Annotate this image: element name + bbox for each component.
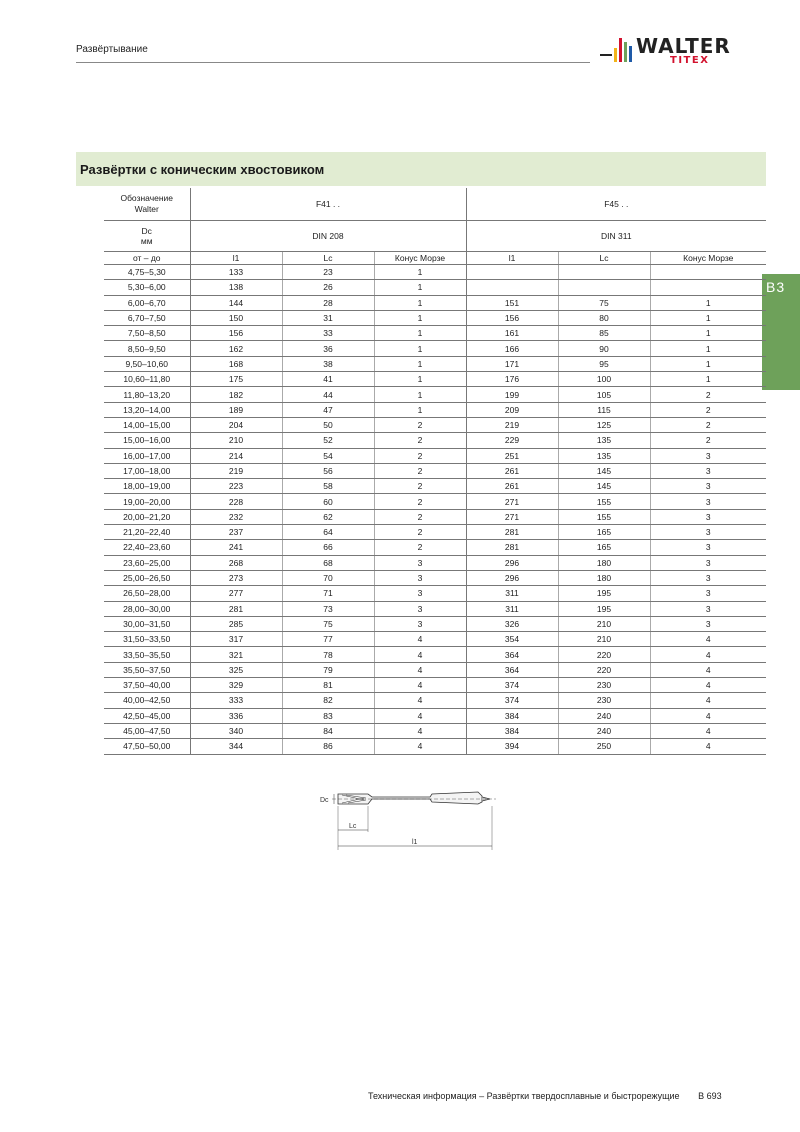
cell-g2-lc: 220: [558, 647, 650, 662]
cell-range: 13,20–14,00: [104, 402, 190, 417]
cell-g2-taper: 3: [650, 525, 766, 540]
cell-range: 45,00–47,50: [104, 723, 190, 738]
cell-g2-lc: 80: [558, 310, 650, 325]
table-row: [104, 265, 766, 280]
section-title: Развёртки с коническим хвостовиком: [80, 162, 325, 177]
cell-g2-taper: 2: [650, 387, 766, 402]
cell-range: 28,00–30,00: [104, 601, 190, 616]
cell-g2-l1: 296: [466, 570, 558, 585]
cell-g1-lc: 47: [282, 402, 374, 417]
cell-g1-taper: 2: [374, 509, 466, 524]
cell-g1-lc: 62: [282, 509, 374, 524]
table-row: [104, 739, 766, 754]
chapter-tab-label: B3: [766, 279, 786, 295]
cell-g2-l1: 374: [466, 693, 558, 708]
logo-bars-icon: [600, 34, 636, 70]
cell-g2-lc: [558, 265, 650, 280]
cell-g2-l1: 156: [466, 310, 558, 325]
cell-range: 26,50–28,00: [104, 586, 190, 601]
table-row: [104, 463, 766, 478]
cell-g2-taper: 3: [650, 540, 766, 555]
cell-range: 15,00–16,00: [104, 433, 190, 448]
cell-g1-l1: 150: [190, 310, 282, 325]
cell-g2-taper: 3: [650, 448, 766, 463]
cell-g2-taper: 4: [650, 632, 766, 647]
cell-g1-lc: 56: [282, 463, 374, 478]
cell-g1-l1: 214: [190, 448, 282, 463]
table-row: [104, 280, 766, 295]
cell-g2-l1: 271: [466, 509, 558, 524]
table-row: [104, 356, 766, 371]
group2-standard: DIN 311: [466, 221, 766, 252]
cell-g1-l1: 237: [190, 525, 282, 540]
cell-g2-l1: [466, 280, 558, 295]
cell-g1-taper: 4: [374, 693, 466, 708]
cell-g1-l1: 285: [190, 616, 282, 631]
cell-g1-taper: 2: [374, 463, 466, 478]
table-row: [104, 341, 766, 356]
cell-range: 35,50–37,50: [104, 662, 190, 677]
cell-range: 7,50–8,50: [104, 326, 190, 341]
table-row: [104, 601, 766, 616]
cell-g2-taper: 4: [650, 678, 766, 693]
header-row-columns: [104, 252, 766, 265]
cell-g1-taper: 4: [374, 708, 466, 723]
cell-g1-l1: 182: [190, 387, 282, 402]
col-g1-taper: Конус Морзе: [374, 252, 466, 265]
cell-g2-lc: [558, 280, 650, 295]
cell-g1-l1: 133: [190, 265, 282, 280]
cell-g2-lc: 145: [558, 479, 650, 494]
cell-g1-lc: 86: [282, 739, 374, 754]
cell-g1-l1: 281: [190, 601, 282, 616]
cell-g1-l1: 232: [190, 509, 282, 524]
cell-g1-lc: 83: [282, 708, 374, 723]
col-designation: Обозначение Walter: [104, 188, 190, 221]
cell-g2-l1: 271: [466, 494, 558, 509]
cell-g1-lc: 68: [282, 555, 374, 570]
cell-g1-l1: 219: [190, 463, 282, 478]
cell-g1-lc: 31: [282, 310, 374, 325]
cell-g2-taper: 1: [650, 295, 766, 310]
cell-g2-l1: 261: [466, 463, 558, 478]
header-rule: [76, 62, 590, 63]
cell-g1-taper: 3: [374, 586, 466, 601]
cell-range: 6,00–6,70: [104, 295, 190, 310]
cell-g2-lc: 125: [558, 417, 650, 432]
table-row: [104, 570, 766, 585]
cell-g1-taper: 2: [374, 525, 466, 540]
col-dc: [104, 221, 190, 252]
cell-g2-taper: 2: [650, 417, 766, 432]
header-row-designation: [104, 188, 766, 221]
cell-g1-l1: 268: [190, 555, 282, 570]
cell-g2-taper: 1: [650, 372, 766, 387]
cell-g1-taper: 1: [374, 295, 466, 310]
table-row: [104, 402, 766, 417]
cell-g2-lc: 165: [558, 525, 650, 540]
diagram-dc-label: Dc: [320, 797, 329, 804]
cell-g1-l1: 241: [190, 540, 282, 555]
table-row: [104, 586, 766, 601]
cell-range: 30,00–31,50: [104, 616, 190, 631]
table-row: [104, 708, 766, 723]
cell-g2-taper: 3: [650, 586, 766, 601]
cell-g1-l1: 273: [190, 570, 282, 585]
cell-g1-taper: 2: [374, 448, 466, 463]
dc-unit: мм: [140, 236, 153, 246]
cell-range: 25,00–26,50: [104, 570, 190, 585]
cell-g1-lc: 66: [282, 540, 374, 555]
cell-g1-lc: 64: [282, 525, 374, 540]
cell-g2-lc: 195: [558, 586, 650, 601]
table-row: [104, 540, 766, 555]
diagram-lc-label: Lc: [349, 823, 357, 830]
cell-g1-lc: 44: [282, 387, 374, 402]
cell-g1-lc: 50: [282, 417, 374, 432]
cell-g2-lc: 210: [558, 616, 650, 631]
cell-g2-l1: 209: [466, 402, 558, 417]
cell-g1-taper: 3: [374, 601, 466, 616]
table-row: [104, 387, 766, 402]
logo-sub: TITEX: [670, 55, 710, 66]
cell-g1-l1: 156: [190, 326, 282, 341]
cell-range: 37,50–40,00: [104, 678, 190, 693]
cell-g2-l1: 219: [466, 417, 558, 432]
cell-g1-taper: 1: [374, 326, 466, 341]
cell-g2-l1: 166: [466, 341, 558, 356]
cell-g1-taper: 3: [374, 570, 466, 585]
table-row: [104, 326, 766, 341]
cell-g2-lc: 155: [558, 494, 650, 509]
cell-g2-lc: 85: [558, 326, 650, 341]
cell-g2-l1: 281: [466, 540, 558, 555]
cell-g2-l1: 384: [466, 723, 558, 738]
table-row: [104, 723, 766, 738]
cell-g2-taper: 3: [650, 570, 766, 585]
col-range: от – до: [104, 252, 190, 265]
cell-g1-lc: 82: [282, 693, 374, 708]
table-row: [104, 525, 766, 540]
cell-g2-l1: 199: [466, 387, 558, 402]
cell-g2-lc: 145: [558, 463, 650, 478]
cell-g2-taper: 3: [650, 509, 766, 524]
cell-g2-lc: 100: [558, 372, 650, 387]
table-row: [104, 479, 766, 494]
table-row: [104, 433, 766, 448]
logo-brand: WALTER: [636, 34, 731, 58]
cell-g1-lc: 41: [282, 372, 374, 387]
cell-range: 5,30–6,00: [104, 280, 190, 295]
cell-g2-l1: 161: [466, 326, 558, 341]
page-number: B 693: [698, 1091, 722, 1101]
cell-g1-lc: 73: [282, 601, 374, 616]
reamer-diagram: [316, 780, 500, 852]
cell-g2-lc: 105: [558, 387, 650, 402]
cell-g2-taper: [650, 280, 766, 295]
cell-g2-taper: 4: [650, 662, 766, 677]
cell-range: 20,00–21,20: [104, 509, 190, 524]
cell-g1-taper: 1: [374, 356, 466, 371]
cell-g1-l1: 340: [190, 723, 282, 738]
cell-g1-l1: 228: [190, 494, 282, 509]
footer-text: Техническая информация – Развёртки твердосплавные и быстрорежущие: [368, 1091, 680, 1101]
cell-g2-l1: 354: [466, 632, 558, 647]
cell-g2-lc: 195: [558, 601, 650, 616]
cell-range: 19,00–20,00: [104, 494, 190, 509]
cell-g1-lc: 23: [282, 265, 374, 280]
cell-g2-lc: 240: [558, 708, 650, 723]
cell-g2-lc: 220: [558, 662, 650, 677]
cell-g2-l1: 311: [466, 601, 558, 616]
cell-g2-taper: 1: [650, 326, 766, 341]
cell-g2-taper: 4: [650, 647, 766, 662]
group1-standard: DIN 208: [190, 221, 466, 252]
cell-g1-taper: 3: [374, 616, 466, 631]
table-body: [104, 265, 766, 755]
cell-range: 21,20–22,40: [104, 525, 190, 540]
cell-g2-lc: 250: [558, 739, 650, 754]
table-row: [104, 295, 766, 310]
cell-g2-l1: [466, 265, 558, 280]
cell-range: 23,60–25,00: [104, 555, 190, 570]
cell-g1-lc: 58: [282, 479, 374, 494]
cell-g2-lc: 180: [558, 555, 650, 570]
cell-g1-lc: 36: [282, 341, 374, 356]
table-row: [104, 647, 766, 662]
cell-g1-taper: 4: [374, 647, 466, 662]
table-row: [104, 372, 766, 387]
cell-g2-taper: 3: [650, 463, 766, 478]
cell-g2-l1: 251: [466, 448, 558, 463]
cell-g2-l1: 394: [466, 739, 558, 754]
cell-g1-lc: 60: [282, 494, 374, 509]
cell-g2-l1: 364: [466, 647, 558, 662]
header-row-standard: [104, 221, 766, 252]
cell-g2-l1: 384: [466, 708, 558, 723]
cell-g1-lc: 33: [282, 326, 374, 341]
cell-g1-l1: 189: [190, 402, 282, 417]
cell-g2-taper: 2: [650, 433, 766, 448]
cell-g2-taper: [650, 265, 766, 280]
cell-g2-lc: 155: [558, 509, 650, 524]
cell-g1-lc: 75: [282, 616, 374, 631]
cell-g1-taper: 1: [374, 402, 466, 417]
cell-range: 31,50–33,50: [104, 632, 190, 647]
cell-g1-l1: 336: [190, 708, 282, 723]
cell-g1-taper: 4: [374, 632, 466, 647]
cell-g2-l1: 374: [466, 678, 558, 693]
cell-g1-taper: 1: [374, 280, 466, 295]
cell-g2-taper: 1: [650, 310, 766, 325]
cell-g1-lc: 54: [282, 448, 374, 463]
col-g2-l1: l1: [466, 252, 558, 265]
cell-g2-taper: 3: [650, 555, 766, 570]
cell-g2-l1: 311: [466, 586, 558, 601]
cell-g1-l1: 329: [190, 678, 282, 693]
cell-range: 22,40–23,60: [104, 540, 190, 555]
cell-g2-lc: 230: [558, 693, 650, 708]
cell-g2-l1: 364: [466, 662, 558, 677]
table-row: [104, 662, 766, 677]
cell-g2-taper: 3: [650, 601, 766, 616]
cell-g1-lc: 79: [282, 662, 374, 677]
cell-g2-lc: 240: [558, 723, 650, 738]
cell-g2-l1: 296: [466, 555, 558, 570]
cell-range: 4,75–5,30: [104, 265, 190, 280]
table-row: [104, 509, 766, 524]
cell-g2-taper: 4: [650, 739, 766, 754]
cell-g2-taper: 1: [650, 356, 766, 371]
group1-code: F41 . .: [190, 188, 466, 221]
cell-g2-lc: 90: [558, 341, 650, 356]
cell-g1-taper: 1: [374, 265, 466, 280]
walter-titex-logo: [600, 34, 745, 70]
page-footer: [368, 1091, 722, 1101]
cell-g1-l1: 175: [190, 372, 282, 387]
cell-g1-taper: 4: [374, 739, 466, 754]
cell-g1-taper: 2: [374, 479, 466, 494]
cell-range: 6,70–7,50: [104, 310, 190, 325]
cell-range: 8,50–9,50: [104, 341, 190, 356]
cell-g2-l1: 176: [466, 372, 558, 387]
cell-g2-lc: 230: [558, 678, 650, 693]
table-row: [104, 310, 766, 325]
diagram-l1-label: l1: [412, 839, 418, 846]
cell-g1-l1: 204: [190, 417, 282, 432]
cell-g1-l1: 333: [190, 693, 282, 708]
page-header-title: Развёртывание: [76, 44, 148, 55]
cell-g2-taper: 4: [650, 693, 766, 708]
group2-code: F45 . .: [466, 188, 766, 221]
col-g1-lc: Lc: [282, 252, 374, 265]
cell-g2-lc: 135: [558, 433, 650, 448]
cell-g1-lc: 81: [282, 678, 374, 693]
cell-range: 17,00–18,00: [104, 463, 190, 478]
cell-g1-lc: 77: [282, 632, 374, 647]
cell-g1-l1: 317: [190, 632, 282, 647]
cell-g1-taper: 4: [374, 678, 466, 693]
cell-g1-taper: 4: [374, 662, 466, 677]
cell-g1-taper: 1: [374, 372, 466, 387]
cell-g1-lc: 71: [282, 586, 374, 601]
cell-g1-lc: 38: [282, 356, 374, 371]
cell-g2-taper: 3: [650, 494, 766, 509]
cell-g1-l1: 162: [190, 341, 282, 356]
cell-g1-l1: 223: [190, 479, 282, 494]
cell-range: 40,00–42,50: [104, 693, 190, 708]
cell-g1-taper: 1: [374, 387, 466, 402]
cell-g2-lc: 135: [558, 448, 650, 463]
col-g2-lc: Lc: [558, 252, 650, 265]
cell-g1-l1: 210: [190, 433, 282, 448]
table-row: [104, 632, 766, 647]
cell-g1-taper: 2: [374, 494, 466, 509]
cell-g1-taper: 3: [374, 555, 466, 570]
cell-g2-taper: 2: [650, 402, 766, 417]
cell-g2-l1: 229: [466, 433, 558, 448]
cell-g1-l1: 168: [190, 356, 282, 371]
cell-g1-taper: 2: [374, 433, 466, 448]
cell-g2-l1: 151: [466, 295, 558, 310]
cell-g1-l1: 138: [190, 280, 282, 295]
chapter-tab: [762, 274, 800, 390]
cell-g1-l1: 344: [190, 739, 282, 754]
cell-g1-taper: 1: [374, 341, 466, 356]
table-row: [104, 693, 766, 708]
cell-g2-taper: 3: [650, 479, 766, 494]
cell-range: 47,50–50,00: [104, 739, 190, 754]
col-g1-l1: l1: [190, 252, 282, 265]
cell-range: 14,00–15,00: [104, 417, 190, 432]
cell-g1-taper: 2: [374, 540, 466, 555]
col-g2-taper: Конус Морзе: [650, 252, 766, 265]
cell-g1-lc: 84: [282, 723, 374, 738]
cell-g1-l1: 277: [190, 586, 282, 601]
cell-g1-taper: 4: [374, 723, 466, 738]
cell-g2-l1: 261: [466, 479, 558, 494]
cell-range: 42,50–45,00: [104, 708, 190, 723]
cell-range: 33,50–35,50: [104, 647, 190, 662]
cell-range: 18,00–19,00: [104, 479, 190, 494]
cell-g1-lc: 26: [282, 280, 374, 295]
table-row: [104, 494, 766, 509]
cell-range: 10,60–11,80: [104, 372, 190, 387]
cell-g1-lc: 78: [282, 647, 374, 662]
section-banner: [76, 152, 766, 186]
cell-g2-lc: 95: [558, 356, 650, 371]
cell-g2-lc: 75: [558, 295, 650, 310]
cell-g2-lc: 115: [558, 402, 650, 417]
cell-g2-taper: 1: [650, 341, 766, 356]
cell-range: 11,80–13,20: [104, 387, 190, 402]
table-row: [104, 417, 766, 432]
table-row: [104, 616, 766, 631]
table-row: [104, 555, 766, 570]
cell-g1-lc: 52: [282, 433, 374, 448]
cell-g1-taper: 2: [374, 417, 466, 432]
cell-g1-lc: 28: [282, 295, 374, 310]
cell-g1-l1: 144: [190, 295, 282, 310]
cell-g2-lc: 210: [558, 632, 650, 647]
cell-g1-l1: 321: [190, 647, 282, 662]
table-row: [104, 448, 766, 463]
dc-label: Dc: [141, 226, 152, 236]
cell-g1-l1: 325: [190, 662, 282, 677]
cell-range: 16,00–17,00: [104, 448, 190, 463]
cell-g2-lc: 165: [558, 540, 650, 555]
cell-g2-lc: 180: [558, 570, 650, 585]
table-row: [104, 678, 766, 693]
cell-g2-taper: 3: [650, 616, 766, 631]
cell-g2-l1: 171: [466, 356, 558, 371]
cell-g1-lc: 70: [282, 570, 374, 585]
cell-g2-taper: 4: [650, 708, 766, 723]
cell-range: 9,50–10,60: [104, 356, 190, 371]
cell-g2-l1: 281: [466, 525, 558, 540]
cell-g2-taper: 4: [650, 723, 766, 738]
reamer-dimensions-table: [104, 188, 766, 755]
cell-g2-l1: 326: [466, 616, 558, 631]
cell-g1-taper: 1: [374, 310, 466, 325]
